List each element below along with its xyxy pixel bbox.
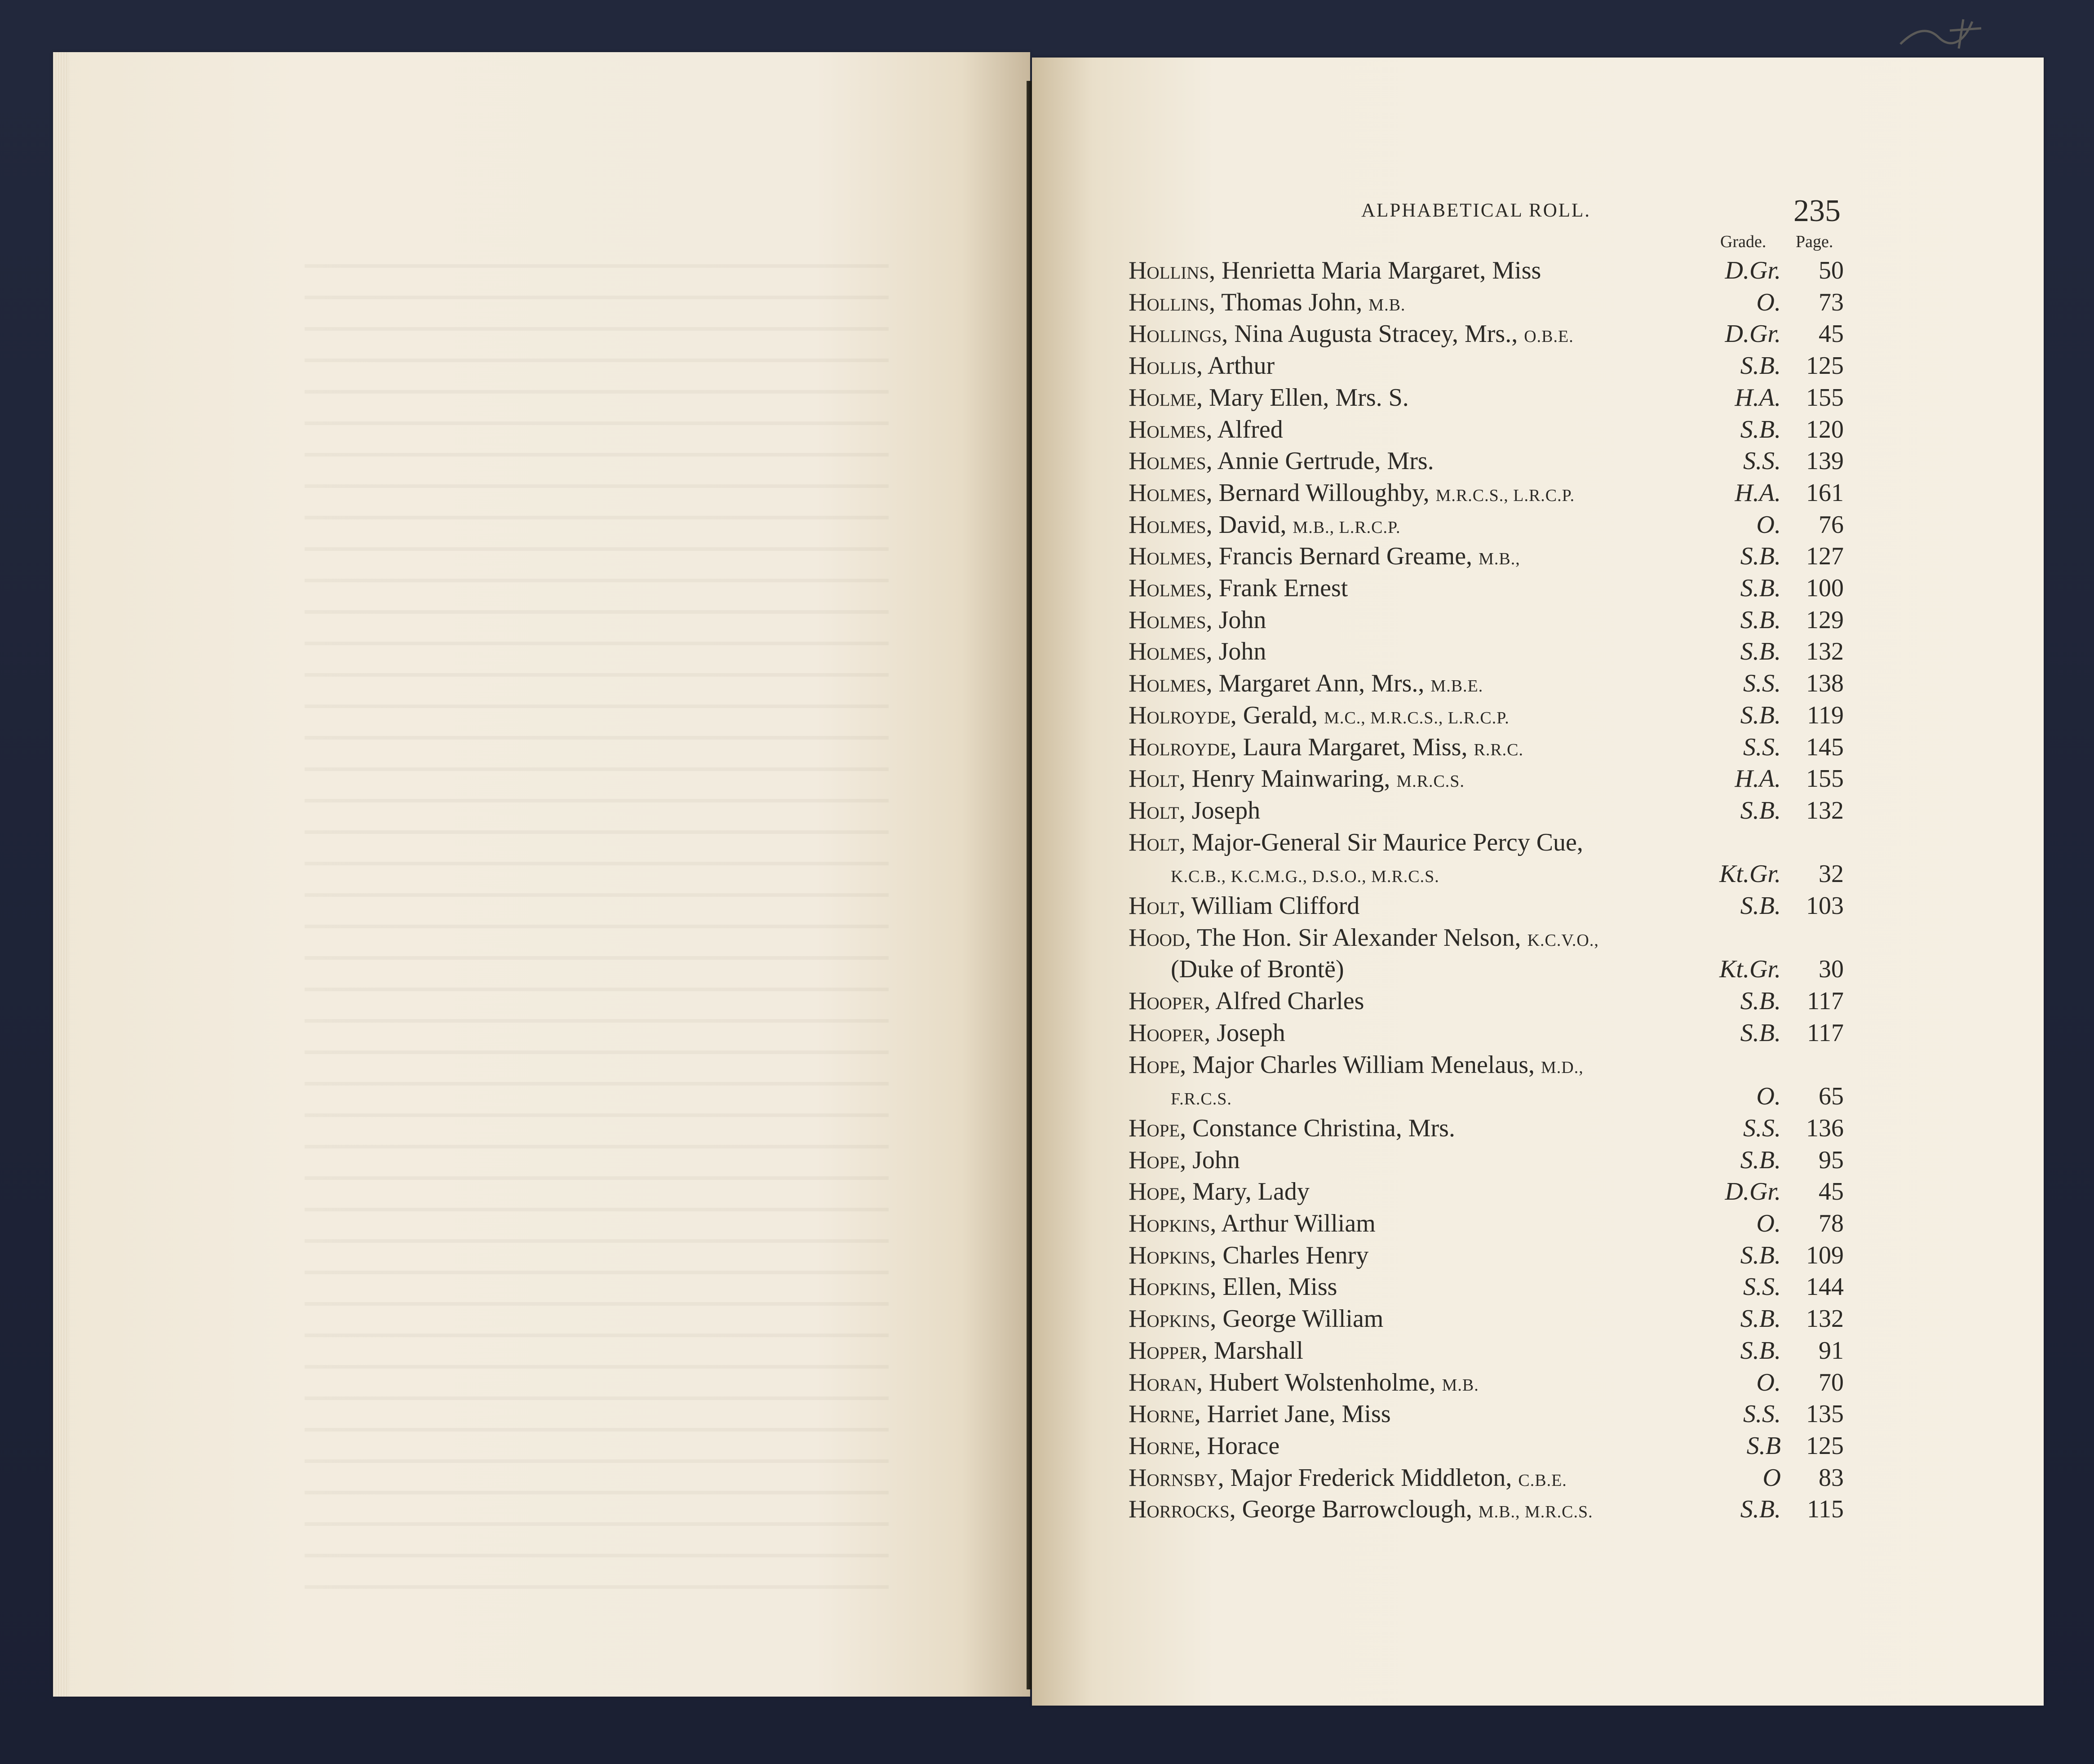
grade-column-header: Grade. [1720,232,1766,251]
entry-given-names: , Thomas John, [1209,288,1369,316]
roll-entry [0,351,2094,383]
entry-name [1129,1146,1240,1175]
entry-given-names: , Margaret Ann, Mrs., [1206,669,1431,697]
entry-grade: O. [1756,1210,1781,1237]
entry-grade: S.S. [1743,1400,1781,1428]
entry-surname: Horne [1129,1432,1195,1460]
pencil-annotation [1896,13,1990,53]
entry-surname: Holt [1129,765,1179,793]
entry-page: 161 [1806,479,1844,507]
entry-surname: Holt [1129,892,1179,920]
entry-page: 132 [1806,797,1844,824]
entry-honours: K.C.B., K.C.M.G., D.S.O., M.R.C.S. [1171,867,1439,886]
entry-surname: Horne [1129,1400,1195,1428]
entry-given-names: , Arthur [1196,352,1275,380]
roll-entry [0,828,2094,860]
entry-page: 76 [1819,511,1844,539]
roll-entry [0,1177,2094,1209]
entry-name [1129,351,1275,380]
entry-honours: M.C., M.R.C.S., L.R.C.P. [1324,709,1510,727]
entry-grade: H.A. [1735,479,1781,507]
entry-page: 70 [1819,1369,1844,1396]
entry-given-names: , John [1206,638,1266,665]
entry-surname: Holmes [1129,542,1206,570]
entry-surname: Hood [1129,924,1185,952]
entry-given-names: , Constance Christina, Mrs. [1180,1114,1455,1142]
roll-entry [0,288,2094,319]
entry-page: 139 [1806,447,1844,475]
roll-entry [0,574,2094,605]
entry-name [1129,1304,1383,1333]
entry-grade: S.B [1746,1432,1781,1460]
roll-entry [0,1050,2094,1082]
entry-name [1129,987,1364,1015]
entry-given-names: , Horace [1194,1432,1280,1460]
entry-name [1129,669,1483,698]
entry-honours: M.B., M.R.C.S. [1478,1503,1593,1521]
entry-grade: H.A. [1735,765,1781,793]
entry-name [1129,447,1434,475]
entry-name [1129,923,1599,952]
entry-honours: K.C.V.O., [1527,931,1599,950]
entry-surname: Hollis [1129,352,1196,380]
entry-given-names: , George Barrowclough, [1229,1495,1479,1523]
entry-surname: Hope [1129,1051,1180,1079]
entry-surname: Hollins [1129,288,1209,316]
entry-name [1129,733,1523,762]
roll-entry [0,1272,2094,1304]
entry-grade: D.Gr. [1725,1178,1781,1206]
entry-name [1129,1463,1567,1492]
roll-entry [0,796,2094,828]
entry-grade: S.S. [1743,669,1781,697]
entry-surname: Holmes [1129,447,1206,475]
entry-given-names: , Joseph [1204,1019,1285,1047]
entry-grade: S.B. [1740,638,1781,665]
roll-entry [0,319,2094,351]
entry-given-names: , Marshall [1201,1337,1303,1365]
entry-name [1129,574,1348,603]
roll-entry [0,637,2094,669]
entry-surname: Hooper [1129,987,1204,1015]
entry-name [1129,891,1359,920]
entry-grade: Kt.Gr. [1719,955,1781,983]
roll-entry [0,1082,2094,1113]
roll-entry [0,1304,2094,1336]
roll-entry [0,447,2094,478]
entry-name [1129,1019,1285,1047]
entry-page: 95 [1819,1146,1844,1174]
entry-surname: Holroyde [1129,733,1231,761]
entry-name [1129,542,1520,571]
entry-surname: Holmes [1129,416,1206,443]
entry-surname: Horan [1129,1369,1196,1396]
entry-surname: Hopkins [1129,1210,1210,1237]
entry-given-names: , Francis Bernard Greame, [1206,542,1479,570]
entry-surname: Holmes [1129,574,1206,602]
roll-entry [0,1336,2094,1368]
entry-honours: M.B. [1442,1376,1479,1395]
entry-name [1129,1336,1303,1365]
roll-entry [0,669,2094,700]
entry-honours: O.B.E. [1524,327,1574,346]
entry-name [1129,1241,1368,1270]
entry-surname: Hooper [1129,1019,1204,1047]
entry-surname: Horrocks [1129,1495,1230,1523]
entry-name [1129,828,1583,857]
entry-page: 138 [1806,669,1844,697]
entry-page: 100 [1806,574,1844,602]
entry-page: 132 [1806,1305,1844,1333]
entry-given-names: , William Clifford [1179,892,1360,920]
entry-name [1129,383,1409,412]
entry-page: 78 [1819,1210,1844,1237]
entry-given-names: (Duke of Brontë) [1171,955,1344,983]
entry-surname: Hollins [1129,257,1209,284]
entry-name [1129,1432,1279,1460]
entry-page: 127 [1806,542,1844,570]
roll-entry [0,1432,2094,1463]
entry-page: 120 [1806,416,1844,443]
entry-page: 115 [1807,1495,1844,1523]
roll-entry [0,1495,2094,1526]
entry-honours: M.B.E. [1430,677,1483,696]
entry-page: 117 [1807,1019,1844,1047]
entry-grade: S.S. [1743,1273,1781,1301]
entry-given-names: , Ellen, Miss [1210,1273,1337,1301]
entry-given-names: , Arthur William [1210,1210,1376,1237]
entry-grade: O. [1756,1082,1781,1110]
entry-page: 117 [1807,987,1844,1015]
entry-name [1171,1082,1232,1111]
entry-grade: S.B. [1740,987,1781,1015]
entry-name [1129,637,1266,666]
entry-page: 129 [1806,606,1844,634]
entry-grade: O. [1756,288,1781,316]
entry-given-names: , Henrietta Maria Margaret, Miss [1209,257,1541,284]
entry-page: 45 [1819,1178,1844,1206]
entry-surname: Hope [1129,1146,1180,1174]
entry-surname: Hope [1129,1178,1180,1206]
entry-honours: C.B.E. [1518,1471,1567,1490]
roll-entry [0,891,2094,923]
entry-grade: S.S. [1743,447,1781,475]
entry-given-names: , Major-General Sir Maurice Percy Cue, [1179,829,1583,856]
entry-given-names: , Alfred Charles [1204,987,1364,1015]
entry-name [1129,701,1510,730]
entry-page: 91 [1819,1337,1844,1365]
entry-given-names: , Henry Mainwaring, [1179,765,1397,793]
entry-given-names: , Joseph [1179,797,1261,824]
entry-grade: S.B. [1740,892,1781,920]
entry-grade: H.A. [1735,384,1781,412]
entry-grade: S.B. [1740,1337,1781,1365]
entry-page: 155 [1806,384,1844,412]
entry-given-names: , Annie Gertrude, Mrs. [1206,447,1434,475]
entry-name [1129,1050,1584,1079]
entry-grade: S.B. [1740,606,1781,634]
entry-given-names: , Charles Henry [1210,1241,1369,1269]
entry-name [1129,479,1575,507]
entry-name [1129,1368,1479,1397]
roll-entry [0,1114,2094,1145]
entry-grade: S.B. [1740,1495,1781,1523]
entry-given-names: , The Hon. Sir Alexander Nelson, [1184,924,1527,952]
entry-name [1129,256,1541,285]
entry-grade: D.Gr. [1725,320,1781,348]
entry-page: 32 [1819,860,1844,888]
roll-entry [0,733,2094,764]
entry-given-names: , Gerald, [1230,701,1324,729]
entry-name [1129,415,1283,444]
roll-entry [0,510,2094,542]
entry-surname: Hopkins [1129,1241,1210,1269]
entry-grade: S.S. [1743,733,1781,761]
roll-entry [0,860,2094,891]
roll-entry [0,1241,2094,1272]
entry-grade: S.B. [1740,352,1781,380]
roll-entry [0,987,2094,1018]
entry-honours: F.R.C.S. [1171,1090,1232,1108]
entry-given-names: , Alfred [1206,416,1283,443]
roll-entry [0,479,2094,510]
entry-surname: Hope [1129,1114,1180,1142]
entry-page: 155 [1806,765,1844,793]
entry-name [1129,1114,1455,1143]
roll-entry [0,1400,2094,1431]
entry-surname: Holmes [1129,511,1206,539]
roll-entry [0,1463,2094,1495]
page-number: 235 [1793,194,1841,228]
entry-page: 109 [1806,1241,1844,1269]
entry-name [1129,1209,1376,1238]
roll-entry [0,955,2094,986]
running-head: ALPHABETICAL ROLL. [1361,200,1591,221]
roll-entry [0,923,2094,955]
entry-honours: M.R.C.S., L.R.C.P. [1435,486,1575,505]
entry-honours: M.R.C.S. [1396,772,1465,791]
entry-name [1129,510,1400,539]
entry-given-names: , Mary Ellen, Mrs. S. [1196,384,1409,412]
entry-given-names: , David, [1206,511,1293,539]
entry-page: 45 [1819,320,1844,348]
entry-page: 103 [1806,892,1844,920]
roll-entry [0,701,2094,732]
entry-page: 136 [1806,1114,1844,1142]
entry-given-names: , Nina Augusta Stracey, Mrs., [1222,320,1524,348]
entry-honours: M.D., [1541,1058,1584,1077]
entry-surname: Hollings [1129,320,1222,348]
entry-grade: O. [1756,511,1781,539]
entry-name [1171,955,1344,984]
entry-page: 144 [1806,1273,1844,1301]
entry-grade: S.B. [1740,416,1781,443]
entry-surname: Holt [1129,797,1179,824]
entry-surname: Hornsby [1129,1464,1218,1492]
entry-grade: D.Gr. [1725,257,1781,284]
entry-given-names: , Harriet Jane, Miss [1194,1400,1391,1428]
entry-name [1129,1272,1337,1301]
entry-surname: Holmes [1129,479,1206,507]
roll-entry [0,1209,2094,1241]
entry-name [1129,1495,1593,1524]
entry-surname: Holme [1129,384,1196,412]
entry-grade: O [1762,1464,1781,1492]
entry-grade: S.B. [1740,574,1781,602]
entry-name [1171,860,1439,888]
entry-page: 132 [1806,638,1844,665]
entry-grade: S.B. [1740,1241,1781,1269]
entry-honours: M.B. [1368,296,1406,315]
entry-name [1129,288,1405,317]
entry-grade: S.B. [1740,797,1781,824]
roll-entry [0,764,2094,796]
entry-honours: M.B., L.R.C.P. [1293,518,1401,537]
entry-name [1129,319,1574,348]
entry-page: 50 [1819,257,1844,284]
entry-surname: Holmes [1129,669,1206,697]
entry-page: 145 [1806,733,1844,761]
entry-surname: Holt [1129,829,1179,856]
entry-grade: S.S. [1743,1114,1781,1142]
page-column-header: Page. [1796,232,1833,251]
entry-given-names: , Bernard Willoughby, [1206,479,1436,507]
entry-grade: S.B. [1740,1019,1781,1047]
entry-grade: S.B. [1740,1305,1781,1333]
entry-given-names: , Frank Ernest [1206,574,1348,602]
entry-honours: R.R.C. [1474,740,1524,759]
entry-surname: Hopper [1129,1337,1201,1365]
roll-entry [0,542,2094,573]
entry-page: 135 [1806,1400,1844,1428]
entry-grade: S.B. [1740,1146,1781,1174]
entry-grade: S.B. [1740,542,1781,570]
entry-page: 119 [1807,701,1844,729]
entry-page: 65 [1819,1082,1844,1110]
roll-entry [0,1019,2094,1050]
entry-surname: Hopkins [1129,1305,1210,1333]
entry-grade: Kt.Gr. [1719,860,1781,888]
entry-page: 125 [1806,1432,1844,1460]
entry-name [1129,1177,1310,1206]
entry-honours: M.B., [1479,550,1520,568]
entry-given-names: , John [1206,606,1266,634]
roll-entry [0,1368,2094,1400]
entry-grade: S.B. [1740,701,1781,729]
entry-page: 30 [1819,955,1844,983]
roll-entry [0,383,2094,415]
entry-given-names: , Major Frederick Middleton, [1217,1464,1518,1492]
entry-name [1129,606,1266,634]
entry-surname: Holmes [1129,638,1206,665]
entry-given-names: , Mary, Lady [1180,1178,1310,1206]
entry-page: 125 [1806,352,1844,380]
entry-given-names: , Laura Margaret, Miss, [1230,733,1474,761]
entry-given-names: , George William [1210,1305,1384,1333]
roll-entry [0,256,2094,288]
entry-page: 83 [1819,1464,1844,1492]
entry-name [1129,796,1260,825]
entry-page: 73 [1819,288,1844,316]
entry-given-names: , Hubert Wolstenholme, [1196,1369,1442,1396]
entry-name [1129,764,1465,793]
entry-grade: O. [1756,1369,1781,1396]
roll-entry [0,1146,2094,1177]
roll-entry [0,415,2094,447]
entry-name [1129,1400,1391,1428]
entry-surname: Hopkins [1129,1273,1210,1301]
entry-surname: Holroyde [1129,701,1231,729]
entry-surname: Holmes [1129,606,1206,634]
roll-entry [0,606,2094,637]
entry-given-names: , John [1180,1146,1240,1174]
entry-given-names: , Major Charles William Menelaus, [1180,1051,1541,1079]
